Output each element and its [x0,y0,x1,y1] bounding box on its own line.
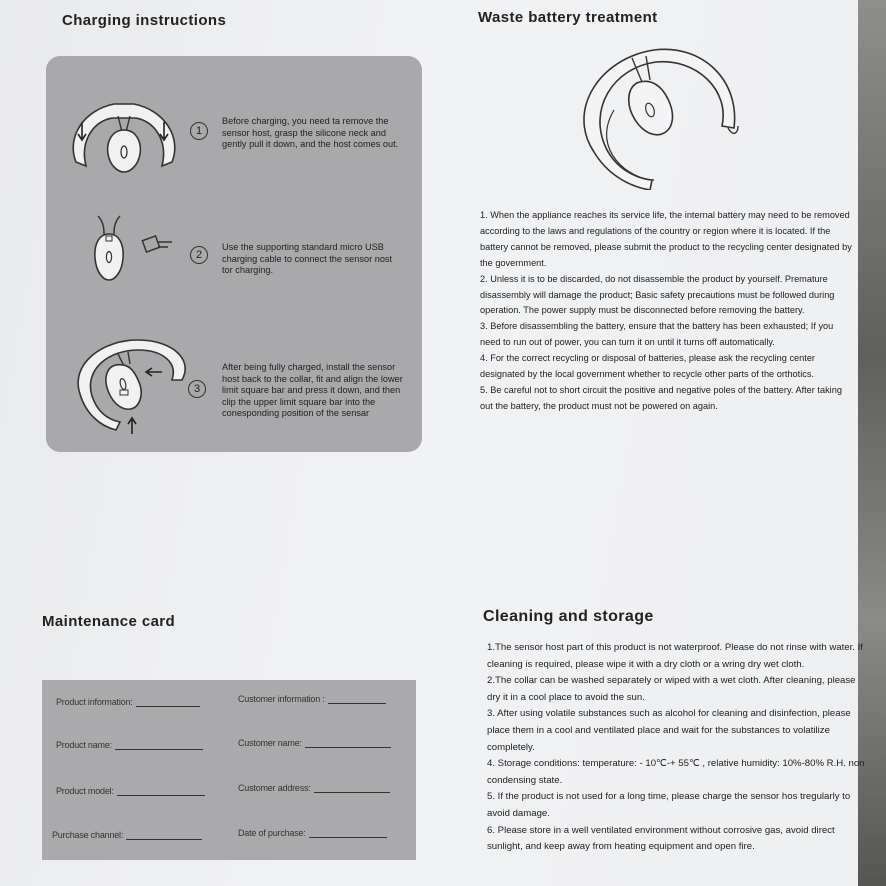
field-date-of-purchase: Date of purchase: [238,828,387,838]
waste-paragraph: 3. Before disassembling the battery, ensure that the battery has been exhausted; If you need to run out of power, you can turn it on until it turns off automatically. [480,321,834,348]
cleaning-paragraph: 4. Storage conditions: temperature: - 10℃-+ 55℃ , relative humidity: 10%-80% R.H. non condensing state. [487,758,865,786]
cleaning-paragraph: 6. Please store in a well ventilated environment without corrosive gas, avoid direct sunlight, and keep away from heating equipment and open fire. [487,824,835,853]
collar-device-icon [570,40,750,190]
charging-title: Charging instructions [62,12,227,29]
cleaning-paragraph: 3. After using volatile substances such as alcohol for cleaning and disinfection, please place them in a cool and ventilated place and wait for the substances to volatilize completely. [487,708,851,753]
field-customer-name: Customer name: [238,738,391,748]
cleaning-paragraph: 1.The sensor host part of this product is not waterproof. Please do not rinse with water. If cleaning is required, please wipe it with a dry cloth or a wring dry wet cloth. [487,642,863,670]
field-product-name: Product name: [56,740,203,750]
cleaning-paragraph: 5. If the product is not used for a long time, please charge the sensor hos tregularly to avoid damage. [487,791,851,819]
field-customer-address: Customer address: [238,783,390,793]
step-1-number: 1 [190,122,208,140]
install-host-icon [66,332,206,442]
cleaning-paragraph: 2.The collar can be washed separately or wiped with a wet cloth. After cleaning, please dry it in a cool place to avoid the sun. [487,675,856,703]
step-3-text: After being fully charged, install the sensor host back to the collar, fit and align the lower limit square bar and press it down, and then clip the upper limit square bar into the conesponding position of the sensar [222,362,403,418]
field-purchase-channel: Purchase channel: [52,830,202,840]
step-2-text: Use the supporting standard micro USB charging cable to connect the sensor nost tor charging. [222,242,393,275]
charging-panel [46,56,422,452]
field-product-model: Product model: [56,786,205,796]
step-3-number: 3 [188,380,206,398]
waste-title: Waste battery treatment [478,9,658,26]
waste-paragraph: 5. Be careful not to short circuit the positive and negative poles of the battery. After taking out the battery, the product must not be powered on again. [480,384,842,411]
remove-host-icon [64,92,184,182]
waste-text [480,208,852,415]
maintenance-title: Maintenance card [42,613,176,630]
waste-paragraph: 1. When the appliance reaches its service life, the internal battery may need to be removed according to the laws and regulations of the country or region where it is located. If the battery cannot be removed, please submit the product to the recycling center designated by the government. [480,210,852,268]
waste-paragraph: 2. Unless it is to be discarded, do not disassemble the product by yourself. Premature disassembly will damage the product; Basic safety precautions must be followed during operation. The power supply must be disconnected before removing the battery. [480,273,835,316]
maintenance-card [42,680,416,860]
step-2-number: 2 [190,246,208,264]
usb-charging-icon [86,212,186,286]
field-product-information: Product information: [56,697,200,707]
step-1-text: Before charging, you need ta remove the sensor host, grasp the silicone neck and gently pull it down, and the host comes out. [222,116,399,149]
cleaning-title: Cleaning and storage [483,608,654,625]
cleaning-text [487,640,867,856]
waste-paragraph: 4. For the correct recycling or disposal of batteries, please ask the recycling center designated by the local government whether to recycle other parts of the orthotics. [480,353,815,380]
field-customer-information: Customer information : [238,694,386,704]
